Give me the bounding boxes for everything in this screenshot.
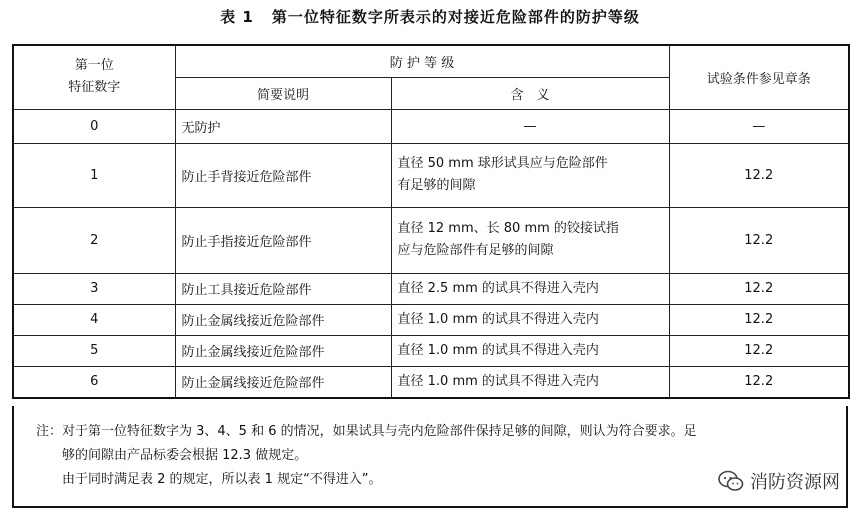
clause-cell: — [669,109,849,143]
meaning-cell: 直径 1.0 mm 的试具不得进入壳内 [391,335,669,366]
brief-cell: 防止手指接近危险部件 [175,207,391,273]
table-row [13,335,849,366]
clause-cell: 12.2 [669,273,849,304]
watermark [718,468,840,494]
header-meaning: 含 义 [391,77,669,109]
clause-cell: 12.2 [669,143,849,207]
digit-cell: 2 [13,207,175,273]
header-brief: 简要说明 [175,77,391,109]
meaning-cell: 直径 12 mm、长 80 mm 的铰接试指 应与危险部件有足够的间隙 [391,207,669,273]
header-protection-level: 防 护 等 级 [175,45,669,77]
table-row [13,273,849,304]
header-test-conditions: 试验条件参见章条 [669,45,849,109]
brief-cell: 防止金属线接近危险部件 [175,304,391,335]
note-line: 注：对于第一位特征数字为 3、4、5 和 6 的情况，如果试具与壳内危险部件保持足够的间隙，则认为符合要求。足 [36,424,697,439]
clause-cell: 12.2 [669,207,849,273]
meaning-cell: — [391,109,669,143]
brief-cell: 无防护 [175,109,391,143]
watermark-text: 消防资源网 [750,472,840,493]
note-line: 够的间隙由产品标委会根据 12.3 做规定。 [62,448,308,463]
clause-cell: 12.2 [669,335,849,366]
digit-cell: 4 [13,304,175,335]
brief-cell: 防止金属线接近危险部件 [175,335,391,366]
meaning-cell: 直径 50 mm 球形试具应与危险部件 有足够的间隙 [391,143,669,207]
meaning-cell: 直径 2.5 mm 的试具不得进入壳内 [391,273,669,304]
wechat-logo-icon [718,470,744,492]
table-row [13,143,849,207]
meaning-cell: 直径 1.0 mm 的试具不得进入壳内 [391,366,669,398]
digit-cell: 3 [13,273,175,304]
brief-cell: 防止手背接近危险部件 [175,143,391,207]
table-row [13,304,849,335]
digit-cell: 5 [13,335,175,366]
digit-cell: 6 [13,366,175,398]
protection-table [12,44,850,399]
meaning-cell: 直径 1.0 mm 的试具不得进入壳内 [391,304,669,335]
table-caption [0,6,860,27]
clause-cell: 12.2 [669,304,849,335]
table-title: 第一位特征数字所表示的对接近危险部件的防护等级 [271,8,640,26]
digit-cell: 1 [13,143,175,207]
digit-cell: 0 [13,109,175,143]
brief-cell: 防止工具接近危险部件 [175,273,391,304]
table-row [13,109,849,143]
note-line: 由于同时满足表 2 的规定，所以表 1 规定“不得进入”。 [62,472,382,487]
clause-cell: 12.2 [669,366,849,398]
header-digit: 第一位 特征数字 [13,45,175,109]
table-row [13,366,849,398]
table-row [13,207,849,273]
table-number: 表 1 [220,8,254,26]
brief-cell: 防止金属线接近危险部件 [175,366,391,398]
